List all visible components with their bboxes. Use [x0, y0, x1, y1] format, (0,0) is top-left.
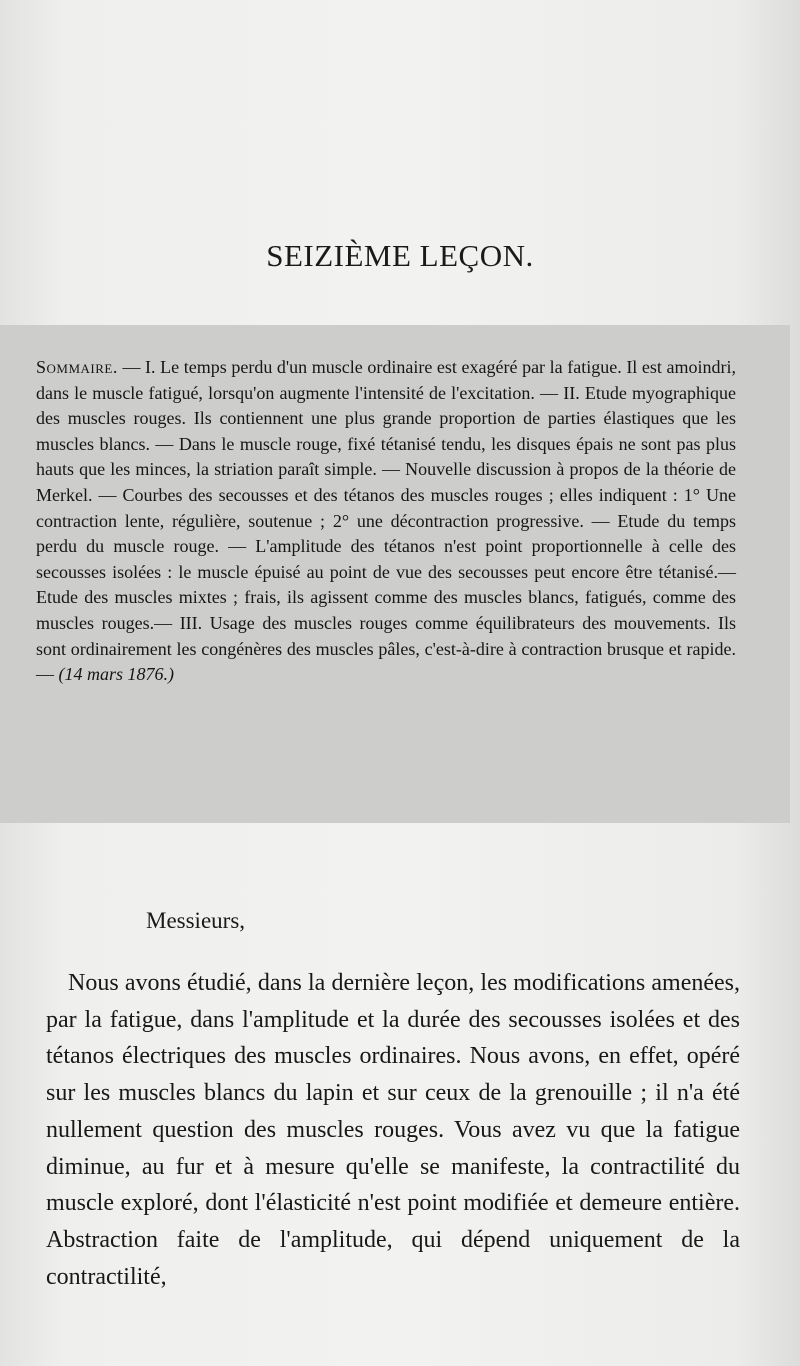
summary-label: Sommaire.	[36, 357, 118, 377]
body-paragraph: Nous avons étudié, dans la dernière leçon, les modifications amenées, par la fatigue, dans l'amplitude et la durée des secousses isolées et des tétanos électriques des muscles ordinaires. Nous avons, en effet, opéré sur les muscles blancs du lapin et sur ceux de la grenouille ; il n'a été nullement question des muscles rouges. Vous avez vu que la fatigue diminue, au fur et à mesure qu'elle se manifeste, la contractilité du muscle exploré, dont l'élasticité n'est point modifiée et demeure entière. Abstraction faite de l'amplitude, qui dépend uniquement de la contractilité,	[46, 970, 740, 1290]
chapter-title: SEIZIÈME LEÇON.	[266, 238, 534, 273]
summary-paragraph	[36, 355, 736, 688]
summary-body: — I. Le temps perdu d'un muscle ordinaire est exagéré par la fatigue. Il est amoindri, dans le muscle fatigué, lorsqu'on augmente l'intensité de l'excitation. — II. Etude myographique des muscles rouges. Ils contiennent une plus grande proportion de parties élastiques que les muscles blancs. — Dans le muscle rouge, fixé tétanisé tendu, les disques épais ne sont pas plus hauts que les minces, la striation paraît simple. — Nouvelle discussion à propos de la théorie de Merkel. — Courbes des secousses et des tétanos des muscles rouges ; elles indiquent : 1° Une contraction lente, régulière, soutenue ; 2° une décontraction progressive. — Etude du temps perdu du muscle rouge. — L'amplitude des tétanos n'est point proportionnelle à celle des secousses isolées : le muscle épuisé au point de vue des secousses peut encore être tétanisé.—Etude des muscles mixtes ; frais, ils agissent comme des muscles blancs, fatigués, comme des muscles rouges.— III. Usage des muscles rouges comme équilibrateurs des mouvements. Ils sont ordinairement les congénères des muscles pâles, c'est-à-dire à contraction brusque et rapide. —	[36, 357, 736, 685]
salutation: Messieurs,	[146, 908, 246, 933]
summary-date: (14 mars 1876.)	[58, 664, 174, 685]
show-through-texture-middle	[20, 895, 780, 955]
